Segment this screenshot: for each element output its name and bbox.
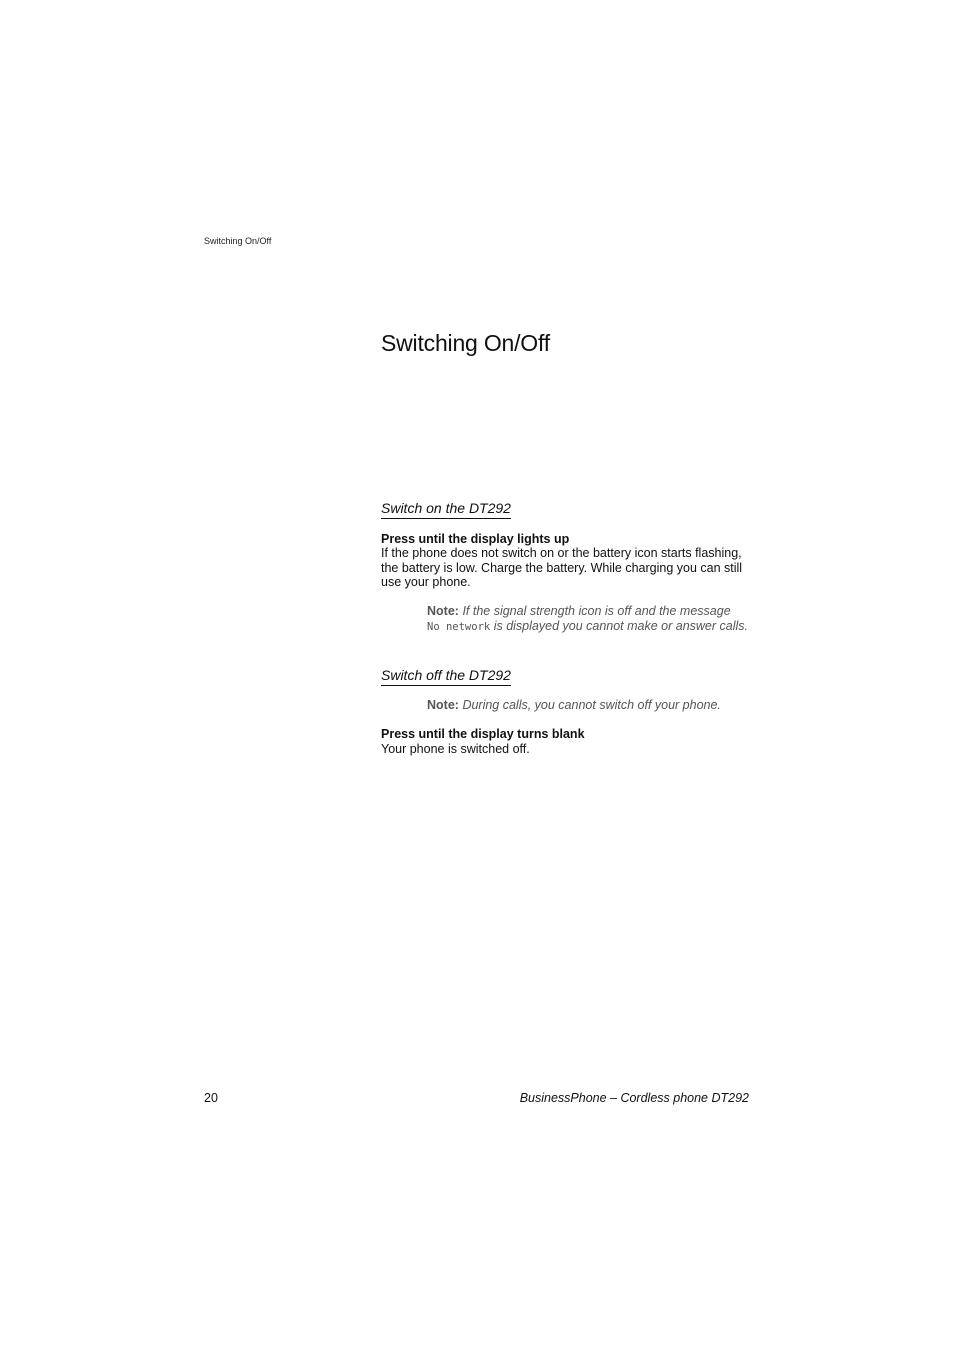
- footer-document-title: BusinessPhone – Cordless phone DT292: [519, 1091, 749, 1105]
- note-switch-off: [427, 698, 757, 713]
- note-label: Note:: [427, 698, 459, 712]
- page-title: Switching On/Off: [381, 330, 550, 356]
- note-text-after: is displayed you cannot make or answer calls.: [493, 618, 748, 633]
- note-text: During calls, you cannot switch off your phone.: [462, 698, 721, 712]
- step-title-switch-on: Press until the display lights up: [381, 532, 570, 546]
- body-text-switch-off: Your phone is switched off.: [381, 742, 530, 756]
- note-text-before: If the signal strength icon is off and the message: [462, 604, 731, 618]
- step-title-switch-off: Press until the display turns blank: [381, 727, 585, 741]
- page-number: 20: [204, 1091, 218, 1105]
- running-header: Switching On/Off: [204, 236, 272, 246]
- note-label: Note:: [427, 604, 459, 618]
- section-heading-switch-off: Switch off the DT292: [381, 667, 511, 686]
- section-heading-switch-on: Switch on the DT292: [381, 500, 511, 519]
- body-text-switch-on: If the phone does not switch on or the battery icon starts flashing, the battery is low. Charge the battery. While charging you can still use your phone.: [381, 546, 743, 590]
- note-switch-on: [427, 604, 757, 634]
- note-code: No network: [427, 620, 491, 633]
